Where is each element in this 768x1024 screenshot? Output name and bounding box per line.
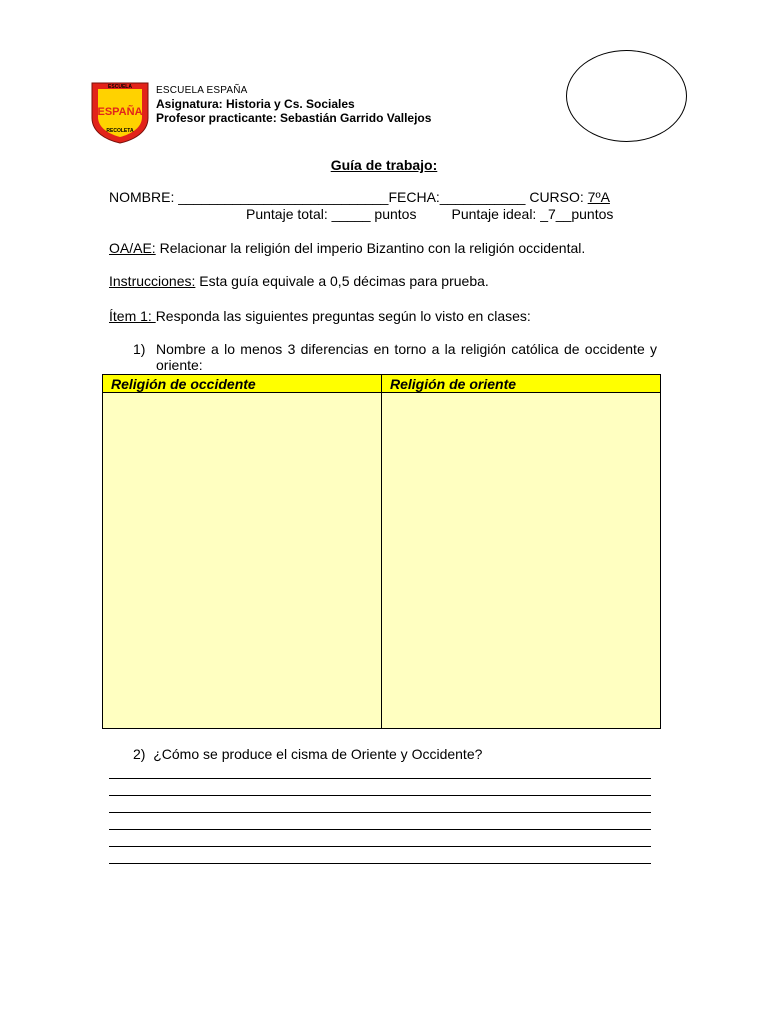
instructions-label: Instrucciones: xyxy=(109,273,196,289)
score-line: Puntaje total: _____ puntos Puntaje ideal: _7__puntos xyxy=(246,206,614,222)
instructions-line xyxy=(109,273,489,289)
name-date-course-line xyxy=(109,189,610,205)
table-header-oriente: Religión de oriente xyxy=(382,375,661,393)
question-1-number: 1) xyxy=(133,341,146,357)
question-1-text: Nombre a lo menos 3 diferencias en torno a la religión católica de occidente y oriente: xyxy=(156,341,657,373)
subject-line: Asignatura: Historia y Cs. Sociales xyxy=(156,97,355,111)
answer-cell-oriente[interactable] xyxy=(382,393,661,729)
table-header-occidente: Religión de occidente xyxy=(103,375,382,393)
question-2-number: 2) xyxy=(133,746,146,762)
item1-label: Ítem 1: xyxy=(109,308,156,324)
objective-text: Relacionar la religión del imperio Bizantino con la religión occidental. xyxy=(155,240,586,256)
comparison-table xyxy=(102,374,661,729)
answer-line[interactable] xyxy=(109,846,651,847)
item1-line xyxy=(109,308,531,324)
question-1 xyxy=(133,341,657,373)
crest-top-text: ESCUELA xyxy=(108,84,132,90)
objective-line xyxy=(109,240,585,256)
answer-cell-occidente[interactable] xyxy=(103,393,382,729)
page-title: Guía de trabajo: xyxy=(330,157,438,173)
answer-line[interactable] xyxy=(109,829,651,830)
answer-line[interactable] xyxy=(109,795,651,796)
name-date-field-label: NOMBRE: ___________________________FECHA:___________ CURSO: xyxy=(109,189,588,205)
course-value: 7ºA xyxy=(587,189,610,205)
question-2 xyxy=(133,746,482,762)
teacher-line: Profesor practicante: Sebastián Garrido Vallejos xyxy=(156,111,432,125)
crest-bottom-text: RECOLETA xyxy=(106,128,134,134)
school-crest-logo xyxy=(89,80,151,144)
item1-text: Responda las siguientes preguntas según lo visto en clases: xyxy=(155,308,531,324)
objective-label: OA/AE: xyxy=(109,240,156,256)
crest-middle-text: ESPAÑA xyxy=(97,106,143,118)
school-name: ESCUELA ESPAÑA xyxy=(156,85,248,96)
question-2-text: ¿Cómo se produce el cisma de Oriente y Occidente? xyxy=(153,746,483,762)
grade-oval xyxy=(566,50,687,142)
answer-line[interactable] xyxy=(109,863,651,864)
answer-line[interactable] xyxy=(109,812,651,813)
answer-line[interactable] xyxy=(109,778,651,779)
instructions-text: Esta guía equivale a 0,5 décimas para prueba. xyxy=(195,273,489,289)
